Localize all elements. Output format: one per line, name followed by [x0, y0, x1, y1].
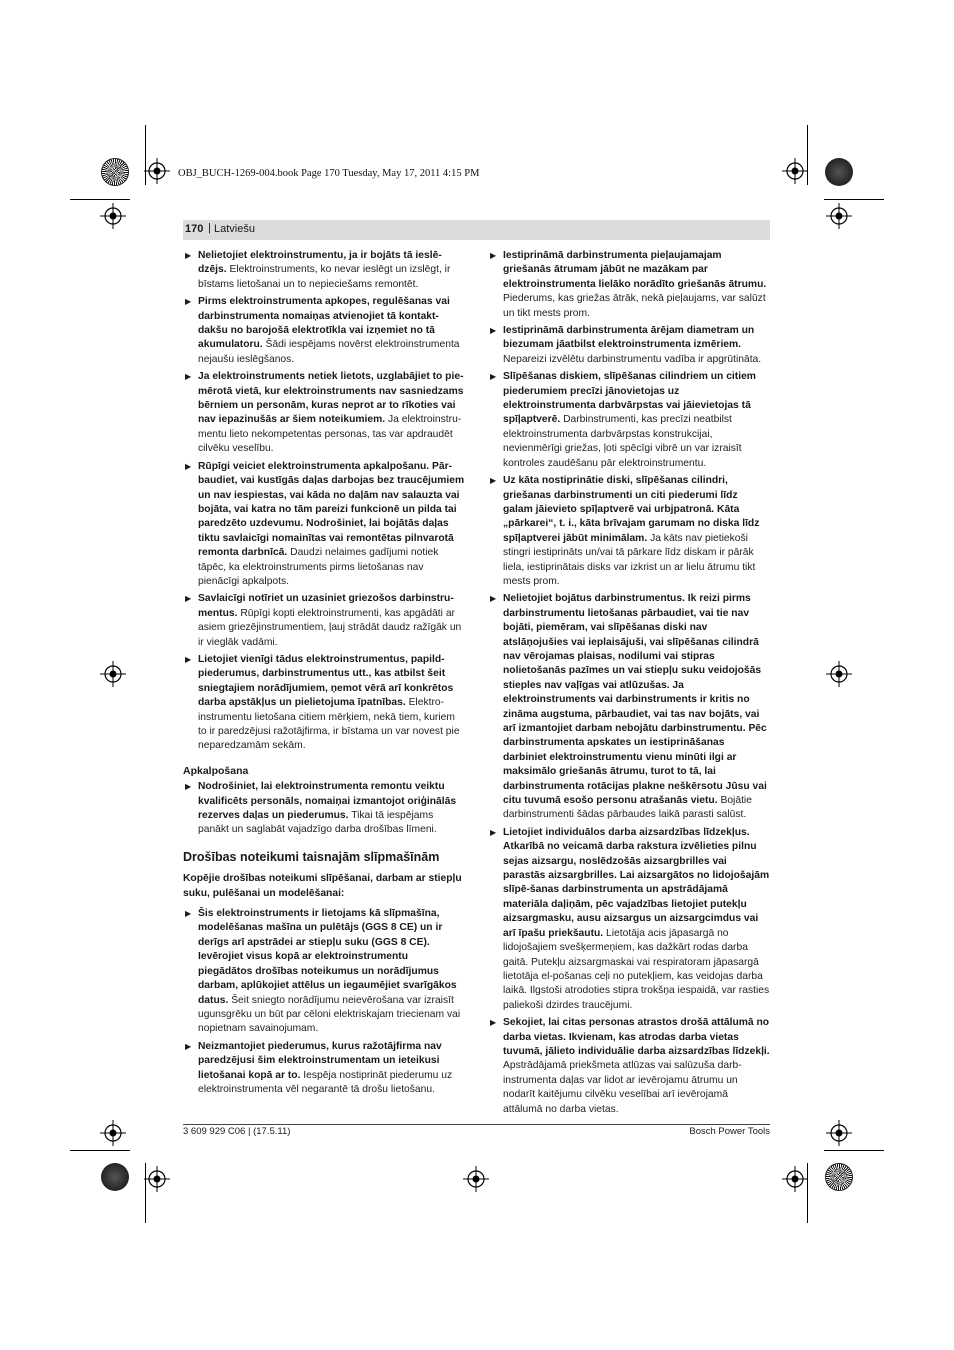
triangle-right-icon: ▶ [490, 594, 497, 604]
list-item [183, 780, 465, 838]
triangle-right-icon: ▶ [490, 476, 497, 486]
item-normal-text: Šeit sniegto norādījumu neievērošana var izraisīt ugunsgrēku un būt par cēloni elektriskajam triecienam vai nopietnam savainojumam. [198, 994, 461, 1035]
triangle-right-icon: ▶ [490, 1018, 497, 1028]
crosshair-icon [826, 1120, 852, 1146]
item-normal-text: Ja elektroinstru-mentu lieto nekompetentas personas, tas var apdraudēt cilvēku veselību. [198, 414, 462, 455]
left-column [183, 249, 465, 1100]
crosshair-icon [826, 203, 852, 229]
triangle-right-icon: ▶ [185, 782, 192, 792]
footer-doc-number: 3 609 929 C06 | (17.5.11) [183, 1126, 291, 1137]
triangle-right-icon: ▶ [185, 297, 192, 307]
item-normal-text: Apstrādājamā priekšmeta atlūzas vai salūzuša darb-instrumenta daļas var lidot ar ievērojamu ātrumu un nodarīt kaitējumu cilvēku veselībai arī ievērojamā attālumā no darba vietas. [503, 1060, 742, 1115]
item-normal-text: Elektro-instrumentu lietošana citiem mērķiem, nekā tiem, kuriem to ir paredzējusi ražotājfirma, ir bīstama un var novest pie neparedzamām sekām. [198, 697, 460, 752]
item-bold-text: Savlaicīgi notīriet un uzasiniet griezošos darbinstru-mentus. [198, 593, 454, 619]
crop-mark [70, 1150, 130, 1151]
triangle-right-icon: ▶ [185, 909, 192, 919]
section-intro: Kopējie drošības noteikumi slīpēšanai, darbam ar stiepļu suku, pulēšanai un modelēšanai: [183, 873, 462, 899]
crop-mark [70, 199, 130, 200]
item-normal-text: Bojātie darbinstrumenti šādas pārbaudes laikā parasti salūst. [503, 795, 752, 821]
item-bold-text: Sekojiet, lai citas personas atrastos drošā attālumā no darba vietas. Ikvienam, kas atrodas darba vietas tuvumā, jālieto individuālie darba aizsardzības līdzekļi. [503, 1017, 770, 1057]
section-item-list [183, 907, 465, 1097]
item-normal-text: Daudzi nelaimes gadījumi notiek tāpēc, ka elektroinstruments pirms lietošanas nav pienācīgi apkalpots. [198, 547, 439, 587]
service-item-list [183, 780, 465, 838]
crosshair-icon [782, 1166, 808, 1192]
item-bold-text: Uz kāta nostiprinātie diski, slīpēšanas cilindri, griešanas darbinstrumenti un citi piederumi līdz galam jāievieto spīļaptverē vai urbjpatronā. Kāta „pārkarei“, t. i., kāta brīvajam garumam no diska līdz spīļaptverei jābūt minimālam. [503, 475, 760, 544]
list-item [183, 1040, 465, 1098]
registration-ball-icon [825, 158, 853, 186]
list-item [183, 592, 465, 650]
print-slug: OBJ_BUCH-1269-004.book Page 170 Tuesday, May 17, 2011 4:15 PM [178, 168, 480, 179]
item-bold-text: Rūpīgi veiciet elektroinstrumenta apkalpošanu. Pār-baudiet, vai kustīgās daļas darbojas bez traucējumiem un nav iespiestas, vai kāda no daļām nav salauzta vai bojāta, vai katra no tām pareizi funkcionē un pilda tai paredzēto uzdevumu. Nodrošiniet, lai bojātās daļas tiktu savlaicīgi nomainītas vai remontētas pilnvarotā remonta darbnīcā. [198, 460, 465, 559]
list-item [488, 1016, 770, 1117]
item-normal-text: Rūpīgi kopti elektroinstrumenti, kas apgādāti ar asiem griezējinstrumentiem, ļauj strādāt daudz ražīgāk un ir vieglāk vadāmi. [198, 607, 462, 648]
footer-brand: Bosch Power Tools [689, 1126, 770, 1137]
list-item [183, 653, 465, 754]
left-item-list [183, 249, 465, 754]
crop-mark [824, 1150, 884, 1151]
registration-ball-icon [101, 1163, 129, 1191]
item-bold-text: Lietojiet vienīgi tādus elektroinstrumentus, papild-piederumus, darbinstrumentus utt., kas atbilst šeit sniegtajiem norādījumiem, ņemot vērā arī konkrētos darba apstākļus un pielietojuma īpatnības. [198, 653, 454, 709]
item-normal-text: Darbinstrumenti, kas precīzi neatbilst elektroinstrumenta darbvārpstas konstrukcijai, nevienmērīgi griežas, ļoti spēcīgi vibrē un var izraisīt kontroles zaudēšanu pār elektroinstrumentu. [503, 414, 742, 469]
crosshair-icon [144, 158, 170, 184]
triangle-right-icon: ▶ [185, 594, 192, 604]
item-normal-text: Tikai tā iespējams panākt un saglabāt vajadzīgo darba drošības līmeni. [198, 810, 437, 836]
header-language: Latviešu [214, 223, 255, 235]
triangle-right-icon: ▶ [490, 251, 497, 260]
crosshair-icon [144, 1166, 170, 1192]
triangle-right-icon: ▶ [185, 251, 192, 260]
list-item [488, 592, 770, 823]
list-item [183, 460, 465, 590]
page-header [183, 220, 770, 240]
triangle-right-icon: ▶ [185, 1041, 192, 1051]
service-heading: Apkalpošana [183, 764, 249, 777]
section-heading: Drošības noteikumi taisnajām slīpmašīnām [183, 849, 440, 864]
triangle-right-icon: ▶ [185, 654, 192, 664]
item-normal-text: Iespēja nostiprināt piederumu uz elektroinstrumenta vēl negarantē tā drošu lietošanu. [198, 1069, 453, 1095]
right-item-list [488, 249, 770, 1117]
triangle-right-icon: ▶ [185, 461, 192, 471]
item-bold-text: Šis elektroinstruments ir lietojams kā slīpmašīna, modelēšanas mašīna un pulētājs (GGS 8 CE) un ir derīgs arī apstrādei ar stiepļu suku (GGS 8 CE). Ievērojiet visus kopā ar elektroinstrumentu piegādātos drošības noteikumus un norādījumus darbam, aplūkojiet attēlus un iegaumējiet svarīgākos datus. [198, 908, 457, 1006]
triangle-right-icon: ▶ [185, 372, 192, 382]
item-bold-text: Iestiprināmā darbinstrumenta ārējam diametram un biezumam jāatbilst elektroinstrumenta izmēriem. [503, 325, 755, 351]
item-normal-text: Šādi iespējams novērst elektroinstrumenta nejaušu ieslēgšanos. [198, 339, 460, 365]
header-separator: | [208, 222, 211, 234]
right-column [488, 249, 770, 1120]
registration-star-icon [825, 1163, 853, 1191]
crosshair-icon [100, 1120, 126, 1146]
footer-divider [183, 1124, 770, 1125]
item-bold-text: Lietojiet individuālos darba aizsardzības līdzekļus. Atkarībā no veicamā darba rakstura izvēlieties pilnu sejas aizsargu, noslēdzošās aizsargbrilles vai parastās aizsargbrilles. Lai aizsargātos no lidojošajām slīpē-šanas darbinstrumenta un apstrādājamā materiāla daļiņām, pēc vajadzības lietojiet putekļu aizsargmasku, ausu aizsargus un aizsargcimdus vai arī īpašu priekšautu. [503, 826, 770, 939]
item-bold-text: Pirms elektroinstrumenta apkopes, regulēšanas vai darbinstrumenta nomaiņas atvienojiet tā kontakt-dakšu no barojošā elektrotīkla vai izņemiet no tā akumulatoru. [198, 296, 450, 351]
crosshair-icon [463, 1166, 489, 1192]
item-normal-text: Lietotāja acis jāpasargā no lidojošajiem svešķermeņiem, kas dažkārt rodas darba gaitā. Putekļu aizsargmaskai vai respiratoram jāpasargā lietotāja el-pošanas ceļi no putekļiem, kas veidojas darba laikā. Ilgstoši atrodoties stipra trokšņa iespaidā, var rasties paliekoši dzirdes traucējumi. [503, 927, 770, 1011]
list-item [183, 249, 465, 292]
list-item [183, 907, 465, 1037]
item-bold-text: Nelietojiet elektroinstrumentu, ja ir bojāts tā ieslē-dzējs. [198, 250, 442, 276]
list-item [183, 295, 465, 367]
item-bold-text: Nodrošiniet, lai elektroinstrumenta remontu veiktu kvalificēts personāls, nomaiņai izmantojot oriģinālās rezerves daļas un piederumus. [198, 781, 457, 822]
list-item [488, 474, 770, 589]
item-bold-text: Iestiprināmā darbinstrumenta pieļaujamajam griešanās ātrumam jābūt ne mazākam par elektroinstrumenta lielāko norādīto griešanās ātrumu. [503, 250, 767, 290]
list-item [488, 249, 770, 321]
crosshair-icon [782, 158, 808, 184]
item-bold-text: Slīpēšanas diskiem, slīpēšanas cilindriem un citiem piederumiem precīzi jānovietojas uz elektroinstrumenta darbvārpstas vai jāievietojas tā spīļaptverē. [503, 371, 756, 426]
item-normal-text: Ja kāts nav pietiekoši stingri iestiprināts un/vai tā pārkare līdz diskam ir pārāk liela, iestiprinātais disks var izkrist un ar lielu ātrumu tikt mests prom. [503, 532, 756, 587]
crop-mark [824, 199, 884, 200]
crosshair-icon [100, 203, 126, 229]
triangle-right-icon: ▶ [490, 372, 497, 382]
triangle-right-icon: ▶ [490, 326, 497, 336]
crosshair-icon [100, 661, 126, 687]
crosshair-icon [826, 661, 852, 687]
list-item [488, 826, 770, 1013]
triangle-right-icon: ▶ [490, 827, 497, 837]
list-item [488, 324, 770, 367]
registration-star-icon [101, 158, 129, 186]
list-item [488, 370, 770, 471]
item-normal-text: Nepareizi izvēlētu darbinstrumentu vadība ir apgrūtināta. [503, 353, 762, 365]
page-number: 170 [185, 223, 204, 235]
item-bold-text: Ja elektroinstruments netiek lietots, uzglabājiet to pie-mērotā vietā, kur elektroinstruments nav sasniedzams bērniem un personām, kuras neprot ar to rīkoties vai nav iepazinušās ar šiem noteikumiem. [198, 371, 464, 426]
list-item [183, 370, 465, 456]
item-bold-text: Neizmantojiet piederumus, kurus ražotājfirma nav paredzējusi šim elektroinstrumentam un ieteikusi lietošanai kopā ar to. [198, 1040, 442, 1081]
item-normal-text: Elektroinstruments, ko nevar ieslēgt un izslēgt, ir bīstams lietošanai un to nepieciešams remontēt. [198, 264, 451, 290]
item-normal-text: Piederums, kas griežas ātrāk, nekā pieļaujams, var salūzt un tikt mests prom. [503, 293, 766, 319]
item-bold-text: Nelietojiet bojātus darbinstrumentus. Ik reizi pirms darbinstrumentu lietošanas pārbaudiet, vai tie nav bojāti, piemēram, vai slīpēšanas diski nav atslāņojušies vai ieplaisājuši, vai slīpēšanas cilindrā nav vērojamas plaisas, nodilumi vai stipras nolietošanās pazīmes un vai stiepļu suku veidojošās stieples nav vaļīgas vai atlūzušas. Ja elektroinstruments vai darbinstruments ir kritis no zināma augstuma, pārbaudiet, vai tas nav bojāts, vai arī izmantojiet darbam nebojātu darbinstrumentu. Pēc darbinstrumenta apskates un iestiprināšanas darbiniet elektroinstrumentu vienu minūti ilgi ar maksimālo griešanās ātrumu, turot to tā, lai darbinstrumenta rotācijas plakne neškērsotu Jūsu vai citu tuvumā esošo personu atrašanās vietu. [503, 593, 767, 807]
